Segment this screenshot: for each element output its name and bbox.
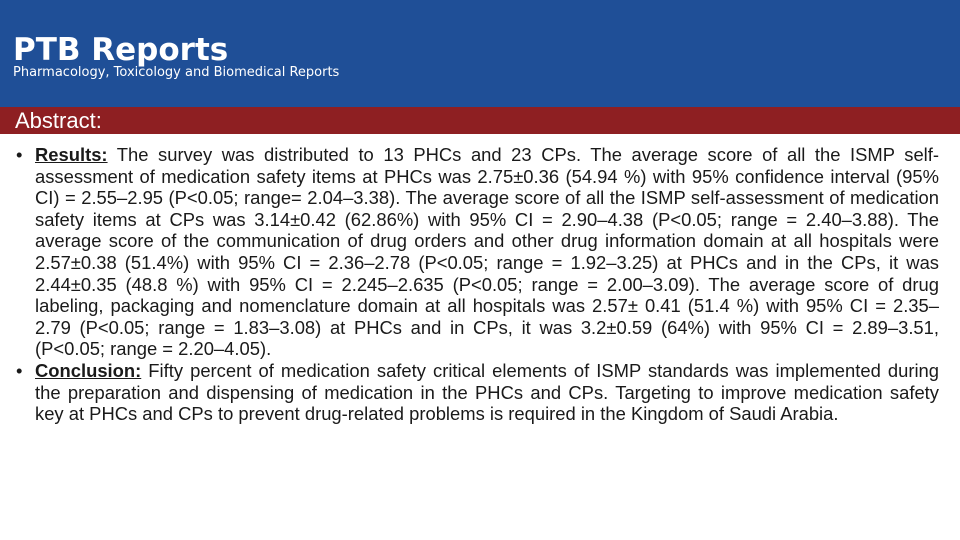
- conclusion-paragraph: [14, 360, 939, 425]
- section-title: Abstract:: [15, 108, 102, 133]
- bullet-marker: •: [16, 359, 23, 381]
- journal-title: PTB Reports: [13, 32, 229, 68]
- results-text: The survey was distributed to 13 PHCs and 23 CPs. The average score of all the ISMP self-assessment of medication safety items at PHCs was 2.75±0.36 (54.94 %) with 95% confidence interval (95% CI) = 2.55–2.95 (P<0.05; range= 2.04–3.38). The average score of all the ISMP self-assessment of medication safety items at CPs was 3.14±0.42 (62.86%) with 95% CI = 2.90–4.38 (P<0.05; range = 2.40–3.88). The average score of the communication of drug orders and other drug information domain at all hospitals were 2.57±0.38 (51.4%) with 95% CI = 2.36–2.78 (P<0.05; range = 1.92–3.25) at PHCs and in the CPs, it was 2.44±0.35 (48.8 %) with 95% CI = 2.245–2.635 (P<0.05; range = 2.00–3.09). The average score of drug labeling, packaging and nomenclature domain at all hospitals was 2.57± 0.41 (51.4 %) with 95% CI = 2.35–2.79 (P<0.05; range = 1.83–3.08) at PHCs and in CPs, it was 3.2±0.59 (64%) with 95% CI = 2.89–3.51, (P<0.05; range = 2.20–4.05).: [35, 144, 939, 360]
- conclusion-label: Conclusion:: [35, 359, 142, 381]
- journal-header: [0, 0, 960, 107]
- conclusion-text: Fifty percent of medication safety critical elements of ISMP standards was implemented during the preparation and dispensing of medication in the PHCs and CPs. Targeting to improve medication safety key at PHCs and CPs to prevent drug-related problems is required in the Kingdom of Saudi Arabia.: [35, 359, 939, 425]
- section-bar: [0, 107, 960, 134]
- bullet-marker: •: [16, 144, 23, 165]
- results-paragraph: [14, 144, 939, 360]
- journal-subtitle: Pharmacology, Toxicology and Biomedical Reports: [13, 65, 340, 80]
- abstract-content: [14, 144, 939, 425]
- results-label: Results:: [35, 144, 108, 165]
